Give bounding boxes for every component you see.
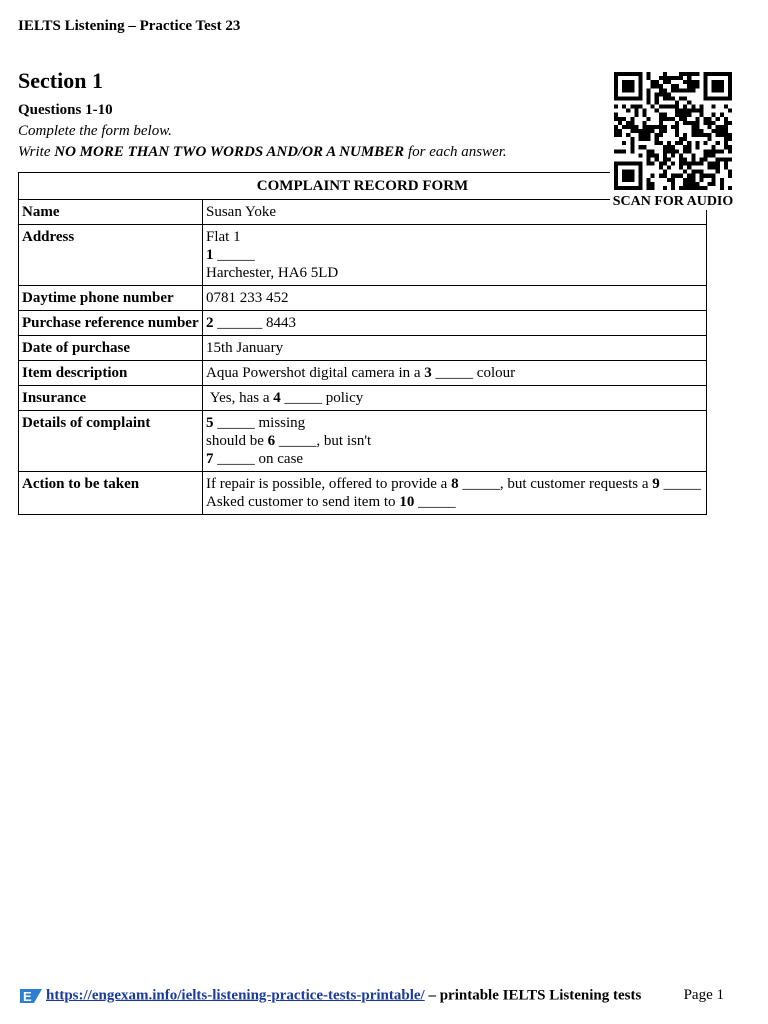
question-number-1: 1 [206, 247, 214, 263]
answer-blank-2: ______ [217, 315, 263, 331]
insurance-suffix: policy [325, 390, 364, 406]
footer-tagline: – printable IELTS Listening tests [424, 987, 642, 1004]
page-header: IELTS Listening – Practice Test 23 [18, 18, 241, 34]
footer-link[interactable]: https://engexam.info/ielts-listening-practice-tests-printable/ [46, 987, 425, 1004]
row-value-address [203, 225, 707, 286]
row-value-action [203, 472, 707, 515]
section-title: Section 1 [18, 68, 103, 93]
question-number-4: 4 [273, 390, 281, 406]
instruction-complete-form: Complete the form below. [18, 123, 172, 139]
page-number: Page 1 [683, 987, 724, 1003]
question-number-9: 9 [652, 476, 660, 492]
action-send-item-text: Asked customer to send item to [206, 494, 396, 510]
complaint-line-2 [206, 432, 703, 450]
answer-blank-9: _____ [663, 476, 702, 492]
table-row [19, 286, 707, 311]
complaint-record-form [18, 172, 707, 515]
complaint-line-3 [206, 450, 703, 468]
instruction-post: for each answer. [404, 144, 507, 160]
row-value-insurance [203, 386, 707, 411]
address-line-2 [206, 246, 703, 264]
instruction-pre: Write [18, 144, 55, 160]
table-row [19, 472, 707, 515]
complaint-should-be: should be [206, 433, 264, 449]
row-value-item [203, 361, 707, 386]
action-customer-requests: , but customer requests a [499, 476, 649, 492]
answer-blank-5: _____ [217, 415, 255, 431]
row-value-name: Susan Yoke [203, 200, 707, 225]
row-label-reference: Purchase reference number [19, 311, 203, 336]
answer-blank-1: _____ [217, 247, 255, 263]
item-suffix: colour [476, 365, 516, 381]
question-number-2: 2 [206, 315, 214, 331]
answer-blank-4: _____ [284, 390, 322, 406]
complaint-on-case: on case [258, 451, 304, 467]
row-label-complaint: Details of complaint [19, 411, 203, 472]
item-text: Aqua Powershot digital camera in a [206, 365, 421, 381]
answer-blank-3: _____ [435, 365, 474, 381]
row-label-name: Name [19, 200, 203, 225]
row-label-action: Action to be taken [19, 472, 203, 515]
action-line-1 [206, 475, 703, 493]
table-row [19, 200, 707, 225]
row-label-address: Address [19, 225, 203, 286]
table-row [19, 411, 707, 472]
row-label-item: Item description [19, 361, 203, 386]
form-title: COMPLAINT RECORD FORM [19, 173, 707, 200]
answer-blank-8: _____ [462, 476, 500, 492]
address-line-1: Flat 1 [206, 229, 241, 245]
table-row [19, 336, 707, 361]
question-number-5: 5 [206, 415, 214, 431]
question-number-7: 7 [206, 451, 214, 467]
svg-text:E: E [23, 989, 32, 1004]
answer-blank-6: _____ [278, 433, 317, 449]
table-row [19, 386, 707, 411]
qr-caption: SCAN FOR AUDIO [612, 194, 734, 209]
answer-blank-10: _____ [418, 494, 456, 510]
table-row [19, 311, 707, 336]
form-title-row [19, 173, 707, 200]
instruction-word-limit [18, 144, 507, 161]
insurance-text: Yes, has a [209, 390, 270, 406]
qr-block [610, 72, 736, 210]
instruction-word-limit-bold: NO MORE THAN TWO WORDS AND/OR A NUMBER [54, 144, 405, 160]
reference-suffix: 8443 [266, 315, 296, 331]
question-number-6: 6 [267, 433, 276, 449]
table-row [19, 361, 707, 386]
row-value-complaint [203, 411, 707, 472]
action-repair-text: If repair is possible, offered to provide a [206, 476, 448, 492]
row-label-insurance: Insurance [19, 386, 203, 411]
row-value-date: 15th January [203, 336, 707, 361]
answer-blank-7: _____ [217, 451, 255, 467]
action-line-2 [206, 493, 703, 511]
table-row [19, 225, 707, 286]
question-number-10: 10 [399, 494, 415, 510]
row-label-phone: Daytime phone number [19, 286, 203, 311]
row-label-date: Date of purchase [19, 336, 203, 361]
question-number-3: 3 [424, 365, 432, 381]
engexam-logo-icon [18, 987, 42, 1005]
questions-range: Questions 1-10 [18, 102, 113, 118]
footer [18, 987, 730, 1005]
complaint-missing: missing [258, 415, 306, 431]
complaint-but-isnt: , but isn't [316, 433, 372, 449]
question-number-8: 8 [451, 476, 459, 492]
qr-code-icon[interactable] [614, 72, 732, 190]
row-value-phone: 0781 233 452 [203, 286, 707, 311]
address-line-3: Harchester, HA6 5LD [206, 265, 339, 281]
row-value-reference [203, 311, 707, 336]
complaint-line-1 [206, 414, 703, 432]
